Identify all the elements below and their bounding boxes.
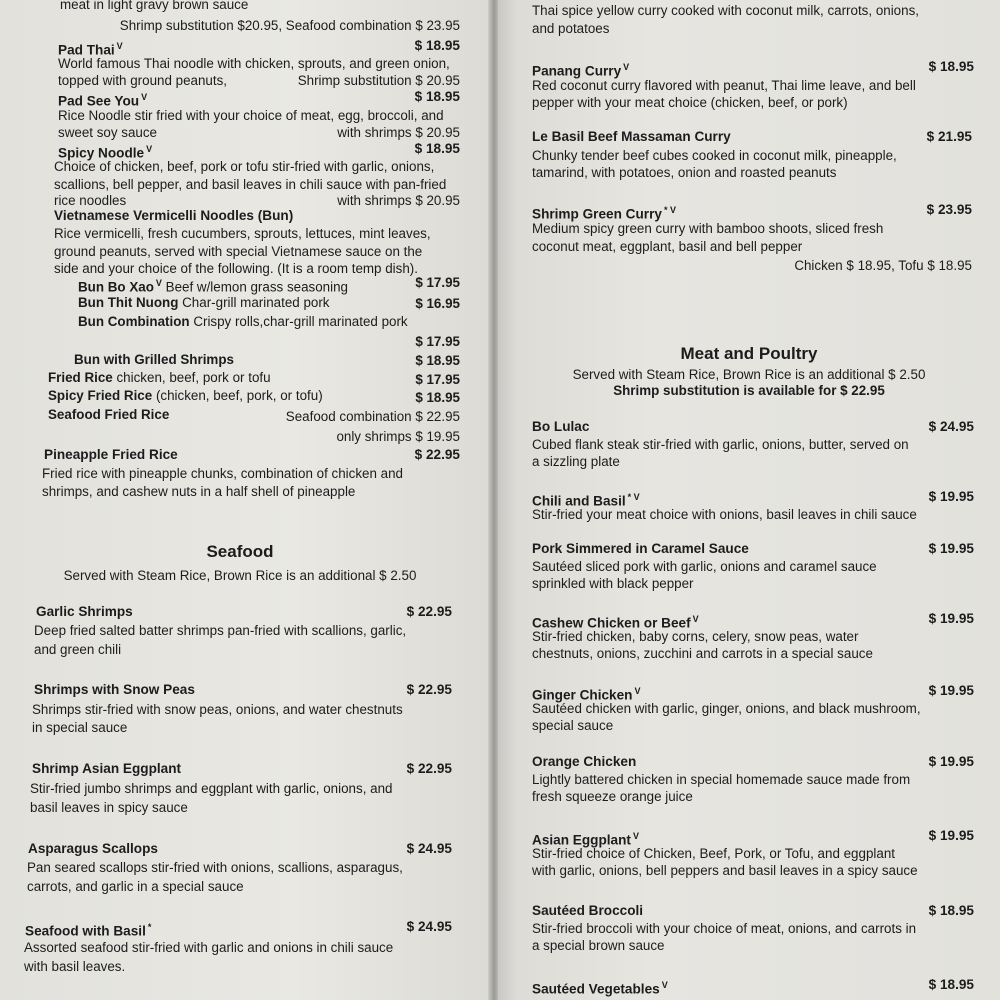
item-desc: Rice Noodle stir fried with your choice of meat, egg, broccoli, and bbox=[58, 108, 444, 123]
item-desc: basil leaves in spicy sauce bbox=[30, 800, 188, 815]
item-price: $ 18.95 bbox=[415, 390, 460, 405]
item-name: Spicy Fried Rice bbox=[48, 388, 153, 403]
prev-item-desc: Thai spice yellow curry cooked with coconut milk, carrots, onions, bbox=[532, 3, 919, 18]
menu-item bbox=[532, 540, 974, 558]
item-name: Pad Thai bbox=[58, 42, 115, 58]
menu-item bbox=[532, 976, 974, 997]
item-desc: shrimps, and cashew nuts in a half shell of pineapple bbox=[42, 484, 356, 499]
menu-item bbox=[532, 827, 974, 848]
item-option: Seafood combination $ 22.95 bbox=[285, 409, 460, 424]
item-desc: Fried rice with pineapple chunks, combination of chicken and bbox=[42, 466, 404, 481]
menu-item-seafood-fried-rice: Seafood Fried Rice bbox=[48, 407, 170, 422]
item-desc: ground peanuts, served with special Vietnamese sauce on the bbox=[54, 244, 423, 259]
item-price: $ 18.95 bbox=[928, 977, 974, 992]
menu-item bbox=[532, 610, 974, 631]
bun-option-combination bbox=[78, 313, 490, 331]
section-title-seafood: Seafood bbox=[206, 542, 274, 561]
prev-item-desc: meat in light gravy brown sauce bbox=[60, 0, 249, 12]
item-price: $ 19.95 bbox=[928, 489, 974, 504]
vegetarian-mark: V bbox=[623, 62, 630, 72]
item-desc: a special brown sauce bbox=[532, 938, 665, 953]
section-note: Served with Steam Rice, Brown Rice is an additional $ 2.50 bbox=[63, 568, 417, 583]
item-desc: sweet soy sauce bbox=[58, 125, 157, 140]
item-price: $ 17.95 bbox=[415, 372, 460, 387]
item-desc: sprinkled with black pepper bbox=[532, 576, 694, 591]
diet-mark: V bbox=[634, 686, 641, 696]
bun-option-grilled-shrimps: Bun with Grilled Shrimps bbox=[74, 352, 234, 367]
vegetarian-mark: V bbox=[146, 144, 153, 154]
menu-item bbox=[532, 418, 974, 436]
menu-item-shrimp-green-curry: Shrimp Green Curry $^{* V}$ $ 23.95 bbox=[532, 202, 972, 222]
item-price: $ 19.95 bbox=[928, 611, 974, 626]
item-desc: Beef w/lemon grass seasoning bbox=[165, 279, 349, 295]
item-desc: Sautéed sliced pork with garlic, onions and caramel sauce bbox=[532, 559, 877, 574]
item-desc: side and your choice of the following. (It is a room temp dish). bbox=[54, 261, 418, 276]
diet-mark: V bbox=[692, 614, 699, 624]
item-price: $ 16.95 bbox=[415, 296, 460, 311]
item-name: Orange Chicken bbox=[532, 754, 637, 769]
diet-mark: V bbox=[632, 831, 639, 841]
item-name: Bo Lulac bbox=[532, 419, 590, 434]
menu-item-garlic-shrimps: Garlic Shrimps $ 22.95 bbox=[36, 604, 452, 619]
item-desc: Crispy rolls,char-grill marinated pork bbox=[193, 314, 408, 329]
item-price: $ 24.95 bbox=[928, 419, 974, 434]
vegetarian-mark: V bbox=[155, 278, 162, 288]
item-desc: a sizzling plate bbox=[532, 454, 620, 469]
item-price: $ 17.95 bbox=[415, 275, 460, 290]
item-desc: fresh squeeze orange juice bbox=[532, 789, 693, 804]
item-option: Shrimp substitution $ 20.95 bbox=[297, 73, 460, 88]
item-desc: World famous Thai noodle with chicken, sprouts, and green onion, bbox=[58, 56, 450, 71]
menu-item-shrimp-asian-eggplant: Shrimp Asian Eggplant $ 22.95 bbox=[32, 761, 452, 776]
item-name: Cashew Chicken or Beef bbox=[532, 615, 691, 631]
menu-item-pineapple-fried-rice: Pineapple Fried Rice $ 22.95 bbox=[44, 447, 460, 462]
prev-item-options: Shrimp substitution $20.95, Seafood combination $ 23.95 bbox=[119, 18, 460, 33]
item-desc: scallions, bell pepper, and basil leaves in chili sauce with pan-fried bbox=[54, 177, 447, 192]
item-name: Chili and Basil bbox=[532, 493, 626, 509]
item-desc: pepper with your meat choice (chicken, beef, or pork) bbox=[532, 95, 848, 110]
spicy-mark: * bbox=[147, 922, 152, 932]
item-desc: Medium spicy green curry with bamboo shoots, sliced fresh bbox=[532, 221, 884, 236]
item-name: Sautéed Broccoli bbox=[532, 903, 644, 918]
item-price: $ 17.95 bbox=[415, 334, 460, 349]
item-desc: Stir-fried choice of Chicken, Beef, Pork, or Tofu, and eggplant bbox=[532, 846, 895, 861]
menu-page-right bbox=[498, 0, 1000, 1000]
item-option: with shrimps $ 20.95 bbox=[337, 125, 460, 140]
item-name: Bun Combination bbox=[78, 314, 190, 329]
item-desc: rice noodles bbox=[54, 193, 127, 208]
item-desc: Red coconut curry flavored with peanut, Thai lime leave, and bell bbox=[532, 78, 916, 93]
diet-mark: V bbox=[661, 980, 668, 990]
item-desc: Cubed flank steak stir-fried with garlic, onions, butter, served on bbox=[532, 437, 909, 452]
item-desc: special sauce bbox=[532, 718, 614, 733]
item-name: Pad See You bbox=[58, 93, 140, 109]
item-price: $ 18.95 bbox=[414, 38, 460, 53]
item-desc: Stir-fried jumbo shrimps and eggplant with garlic, onions, and bbox=[30, 781, 393, 796]
menu-item-pad-thai bbox=[40, 37, 460, 58]
item-desc: coconut meat, eggplant, basil and bell pepper bbox=[532, 239, 803, 254]
item-name: Pork Simmered in Caramel Sauce bbox=[532, 541, 749, 556]
menu-item-bun: Vietnamese Vermicelli Noodles (Bun) bbox=[54, 208, 294, 223]
item-price: $ 18.95 bbox=[928, 903, 974, 918]
section-note: Shrimp substitution is available for $ 22.95 bbox=[613, 383, 885, 398]
item-desc: topped with ground peanuts, bbox=[58, 73, 227, 88]
item-desc: and green chili bbox=[34, 642, 122, 657]
item-desc: Assorted seafood stir-fried with garlic and onions in chili sauce bbox=[24, 940, 394, 955]
spicy-vegetarian-mark: * V bbox=[663, 205, 676, 215]
menu-item-seafood-basil: Seafood with Basil * $ 24.95 bbox=[25, 919, 452, 939]
item-desc: (chicken, beef, pork, or tofu) bbox=[155, 388, 323, 403]
item-desc: Stir-fried your meat choice with onions, basil leaves in chili sauce bbox=[532, 507, 917, 522]
item-desc: Deep fried salted batter shrimps pan-fried with scallions, garlic, bbox=[34, 623, 407, 638]
item-desc: chestnuts, onions, zucchini and carrots in a special sauce bbox=[532, 646, 873, 661]
item-name: Bun Bo Xao bbox=[78, 279, 154, 295]
item-desc: in special sauce bbox=[32, 720, 128, 735]
item-option: only shrimps $ 19.95 bbox=[336, 429, 460, 444]
item-desc: carrots, and garlic in a special sauce bbox=[27, 879, 244, 894]
item-name: Ginger Chicken bbox=[532, 687, 633, 703]
item-name: Spicy Noodle bbox=[58, 145, 145, 161]
menu-item bbox=[532, 682, 974, 703]
section-title-meat-poultry: Meat and Poultry bbox=[680, 344, 818, 363]
item-price: $ 18.95 bbox=[414, 89, 460, 104]
vegetarian-mark: V bbox=[116, 41, 123, 51]
vegetarian-mark: V bbox=[141, 92, 148, 102]
item-desc: tamarind, with potatoes, onion and roasted peanuts bbox=[532, 165, 837, 180]
item-option: with shrimps $ 20.95 bbox=[337, 193, 460, 208]
item-price: $ 19.95 bbox=[928, 541, 974, 556]
item-name: Bun Thit Nuong bbox=[78, 295, 179, 310]
item-desc: Stir-fried chicken, baby corns, celery, snow peas, water bbox=[532, 629, 859, 644]
menu-item bbox=[532, 488, 974, 509]
diet-mark: * V bbox=[627, 492, 640, 502]
item-price: $ 19.95 bbox=[928, 683, 974, 698]
item-desc: Pan seared scallops stir-fried with onions, scallions, asparagus, bbox=[27, 860, 403, 875]
item-name: Asian Eggplant bbox=[532, 832, 631, 848]
prev-item-desc: and potatoes bbox=[532, 21, 610, 36]
item-name: Sautéed Vegetables bbox=[532, 981, 660, 997]
menu-item-panang-curry: Panang Curry $^V$ $ 18.95 bbox=[532, 59, 974, 79]
item-desc: Choice of chicken, beef, pork or tofu stir-fried with garlic, onions, bbox=[54, 159, 435, 174]
section-note: Served with Steam Rice, Brown Rice is an additional $ 2.50 bbox=[572, 367, 926, 382]
item-option: Chicken $ 18.95, Tofu $ 18.95 bbox=[794, 258, 972, 273]
item-desc: with basil leaves. bbox=[24, 959, 126, 974]
menu-page-left bbox=[0, 0, 490, 1000]
menu-item bbox=[532, 753, 974, 771]
item-price: $ 19.95 bbox=[928, 754, 974, 769]
menu-item-massaman-curry: Le Basil Beef Massaman Curry $ 21.95 bbox=[532, 129, 972, 144]
item-desc: Rice vermicelli, fresh cucumbers, sprouts, lettuces, mint leaves, bbox=[54, 226, 431, 241]
menu-item-spicy-noodle bbox=[40, 140, 460, 161]
item-desc: Shrimps stir-fried with snow peas, onions, and water chestnuts bbox=[32, 702, 403, 717]
item-desc: Lightly battered chicken in special homemade sauce made from bbox=[532, 772, 911, 787]
item-desc: Chunky tender beef cubes cooked in coconut milk, pineapple, bbox=[532, 148, 897, 163]
item-name: Fried Rice bbox=[48, 370, 113, 385]
item-price: $ 18.95 bbox=[415, 353, 460, 368]
item-desc: chicken, beef, pork or tofu bbox=[116, 370, 271, 385]
item-price: $ 19.95 bbox=[928, 828, 974, 843]
item-desc: Sautéed chicken with garlic, ginger, onions, and black mushroom, bbox=[532, 701, 921, 716]
item-price: $ 18.95 bbox=[414, 141, 460, 156]
item-desc: Stir-fried broccoli with your choice of meat, onions, and carrots in bbox=[532, 921, 917, 936]
item-desc: with garlic, onions, bell peppers and basil leaves in a spicy sauce bbox=[532, 863, 918, 878]
item-desc: Char-grill marinated pork bbox=[182, 295, 330, 310]
menu-item-pad-see-you bbox=[40, 88, 460, 109]
menu-item-asparagus-scallops: Asparagus Scallops $ 24.95 bbox=[28, 841, 452, 856]
menu-item bbox=[532, 902, 974, 920]
menu-item-shrimps-snow-peas: Shrimps with Snow Peas $ 22.95 bbox=[34, 682, 452, 697]
